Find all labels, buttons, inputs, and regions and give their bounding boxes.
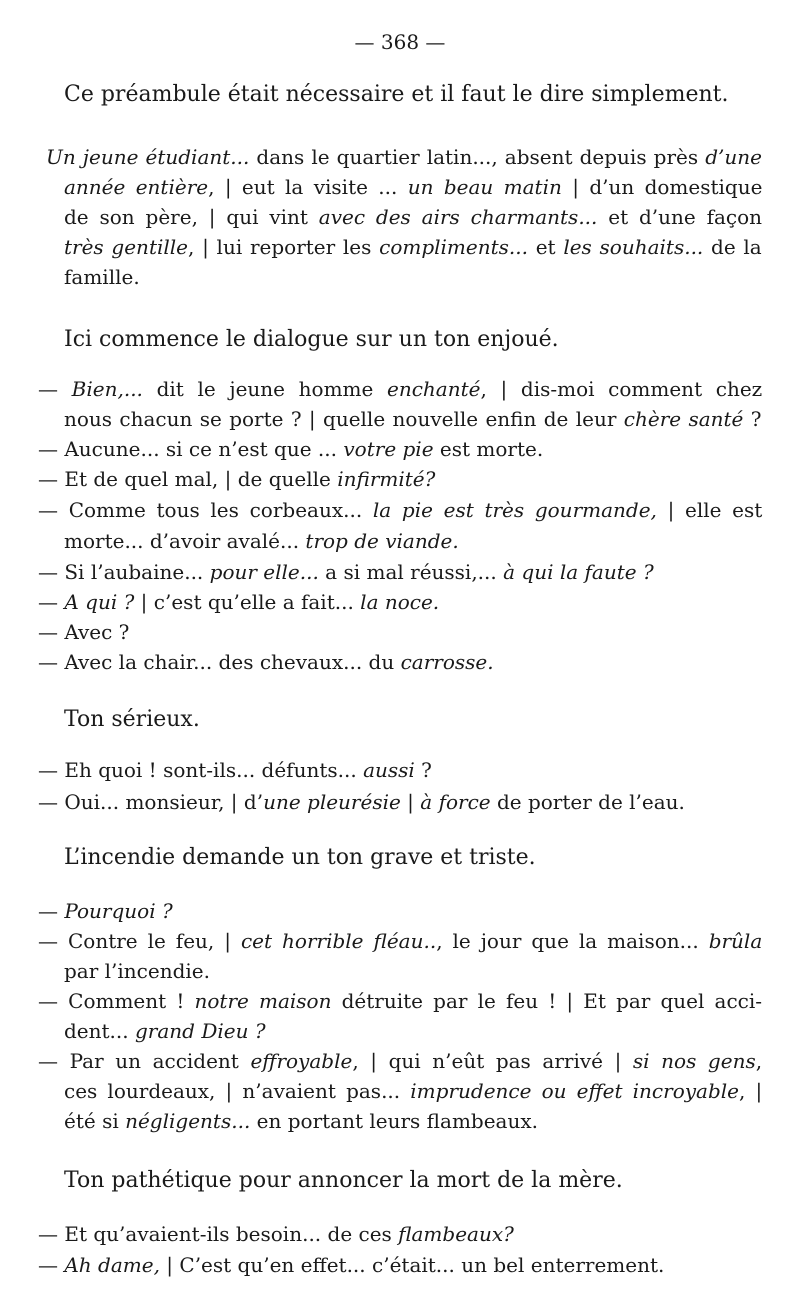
roman-text: ces lourdeaux, | n’avaient pas... (64, 1079, 411, 1103)
italic-text: aussi (363, 758, 415, 782)
italic-text: Pourquoi ? (64, 899, 173, 923)
text-line (64, 1017, 266, 1045)
page-number: — 368 — (354, 30, 446, 54)
roman-text: — Si l’aubaine... (38, 560, 210, 584)
italic-text: carrosse. (400, 650, 494, 674)
text-line (38, 1220, 514, 1248)
roman-text: — Par un accident (38, 1049, 251, 1073)
italic-text: pour elle... (209, 560, 319, 584)
italic-text: grand Dieu ? (135, 1019, 266, 1043)
italic-text: à force (420, 790, 491, 814)
text-line (38, 588, 439, 616)
text-line (38, 435, 543, 463)
text-line (64, 1077, 762, 1105)
heading-pathetique: Ton pathétique pour annoncer la mort de la mère. (64, 1168, 623, 1193)
roman-text: , | eut la visite ... (208, 175, 408, 199)
italic-text: imprudence ou effet incroyable (410, 1079, 739, 1103)
italic-text: très gentille (64, 235, 189, 259)
roman-text: de son père, | qui vint (64, 205, 319, 229)
text-line (38, 927, 762, 955)
roman-text: — Avec la chair... des chevaux... du (38, 650, 401, 674)
roman-text: par l’incendie. (64, 959, 210, 983)
roman-text: — Oui... monsieur, | d’ (38, 790, 264, 814)
italic-text: d’une (705, 145, 762, 169)
roman-text: en portant leurs flambeaux. (250, 1109, 538, 1133)
roman-text: — Aucune... si ce n’est que ... (38, 437, 344, 461)
italic-text: enchanté (387, 377, 481, 401)
italic-text: compliments... (379, 235, 528, 259)
roman-text: — Et qu’avaient-ils besoin... de ces (38, 1222, 399, 1246)
roman-text: ? (414, 758, 432, 782)
roman-text: famille. (64, 265, 140, 289)
roman-text: dent... (64, 1019, 135, 1043)
text-line (38, 788, 685, 816)
italic-text: à qui la faute ? (503, 560, 654, 584)
roman-text: — Contre le feu, | (38, 929, 241, 953)
text-line (38, 618, 129, 646)
roman-text: — Avec ? (38, 620, 130, 644)
italic-text: Bien,... (71, 377, 143, 401)
italic-text: avec des airs charmants... (318, 205, 598, 229)
text-line (64, 957, 210, 985)
italic-text: la pie est très gourmande, (372, 498, 657, 522)
italic-text: la noce. (360, 590, 440, 614)
italic-text: A qui ? (64, 590, 135, 614)
italic-text: une pleurésie (263, 790, 401, 814)
italic-text: notre maison (194, 989, 332, 1013)
roman-text: — Comment ! (38, 989, 195, 1013)
roman-text: et d’une façon (597, 205, 763, 229)
text-line (64, 1107, 538, 1135)
roman-text: — (38, 899, 65, 923)
roman-text: | d’un domestique (561, 175, 763, 199)
text-line (64, 203, 762, 231)
heading-preamble: Ce préambule était nécessaire et il faut le dire simplement. (64, 82, 729, 107)
roman-text: nous chacun se porte ? | quelle nouvelle enfin de leur (64, 407, 624, 431)
roman-text: | elle est (656, 498, 763, 522)
roman-text: a si mal réussi,... (318, 560, 504, 584)
roman-text: — Eh quoi ! sont-ils... défunts... (38, 758, 364, 782)
roman-text: ? (743, 407, 762, 431)
roman-text: , | lui reporter les (188, 235, 380, 259)
roman-text: | C’est qu’en effet... c’était... un bel enterrement. (159, 1253, 665, 1277)
text-line (38, 558, 654, 586)
text-line (38, 987, 762, 1015)
heading-serieux: Ton sérieux. (64, 707, 200, 732)
italic-text: négligents... (125, 1109, 251, 1133)
roman-text: | c’est qu’elle a fait... (134, 590, 361, 614)
roman-text: — (38, 377, 72, 401)
roman-text: morte... d’avoir avalé... (64, 529, 306, 553)
italic-text: si nos gens (632, 1049, 756, 1073)
roman-text: — Et de quel mal, | de quelle (38, 467, 338, 491)
text-line (38, 648, 494, 676)
italic-text: Un jeune étudiant... (46, 145, 250, 169)
text-line (46, 143, 762, 171)
italic-text: année entière (64, 175, 209, 199)
roman-text: , | dis-moi comment chez (480, 377, 763, 401)
heading-dialogue: Ici commence le dialogue sur un ton enjoué. (64, 327, 559, 352)
text-line (38, 1251, 664, 1279)
text-line (38, 756, 432, 784)
italic-text: flambeaux? (398, 1222, 514, 1246)
italic-text: chère santé (623, 407, 744, 431)
italic-text: les souhaits... (563, 235, 704, 259)
italic-text: trop de viande. (305, 529, 459, 553)
roman-text: — Comme tous les corbeaux... (38, 498, 373, 522)
roman-text: de la (703, 235, 762, 259)
text-line (64, 263, 140, 291)
roman-text: — (38, 1253, 65, 1277)
text-line (38, 897, 173, 925)
roman-text: | (400, 790, 421, 814)
text-line (38, 496, 762, 524)
heading-incendie: L’incendie demande un ton grave et triste. (64, 845, 536, 870)
roman-text: est morte. (433, 437, 544, 461)
text-line (38, 375, 762, 403)
roman-text: , (755, 1049, 763, 1073)
roman-text: été si (64, 1109, 126, 1133)
italic-text: un beau matin (407, 175, 562, 199)
italic-text: effroyable (250, 1049, 353, 1073)
roman-text: dit le jeune homme (142, 377, 387, 401)
text-line (38, 1047, 762, 1075)
roman-text: et (527, 235, 564, 259)
roman-text: dans le quartier latin..., absent depuis près (249, 145, 706, 169)
italic-text: brûla (708, 929, 763, 953)
text-line (64, 405, 762, 433)
italic-text: cet horrible fléau.. (240, 929, 437, 953)
roman-text: , le jour que la maison... (436, 929, 709, 953)
text-line (38, 465, 435, 493)
roman-text: , | (739, 1079, 763, 1103)
roman-text: détruite par le feu ! | Et par quel acci- (331, 989, 763, 1013)
italic-text: infirmité? (337, 467, 436, 491)
text-line (64, 527, 459, 555)
roman-text: , | qui n’eût pas arrivé | (352, 1049, 633, 1073)
text-line (64, 233, 762, 261)
roman-text: — (38, 590, 65, 614)
italic-text: votre pie (343, 437, 434, 461)
roman-text: de porter de l’eau. (490, 790, 685, 814)
text-line (64, 173, 762, 201)
italic-text: Ah dame, (64, 1253, 160, 1277)
